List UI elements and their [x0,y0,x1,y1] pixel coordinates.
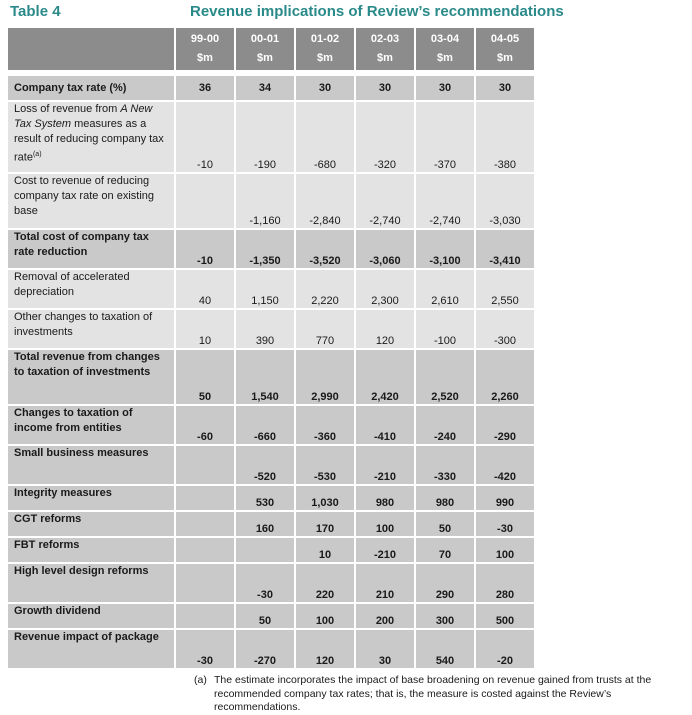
cell [176,564,234,602]
header-corner [8,28,174,70]
cell: 2,550 [476,270,534,308]
cell: 500 [476,604,534,628]
cell: 10 [176,310,234,348]
table-header [0,0,692,24]
cell [176,486,234,510]
cell [176,538,234,562]
cell [176,446,234,484]
cell: -290 [476,406,534,444]
cell: 980 [416,486,474,510]
cell: -680 [296,102,354,172]
cell: 50 [236,604,294,628]
cell: -10 [176,230,234,268]
cell [176,604,234,628]
cell: 100 [476,538,534,562]
cell: 30 [356,630,414,668]
row-label: Small business measures [8,446,174,484]
row-label: Growth dividend [8,604,174,628]
cell: 50 [176,350,234,404]
table-row-cost-to-revenue [8,174,534,228]
cell: 2,260 [476,350,534,404]
cell: 220 [296,564,354,602]
cell: 10 [296,538,354,562]
column-header-02-03: 02-03 $m [356,28,414,70]
cell: 390 [236,310,294,348]
column-header-99-00: 99-00 $m [176,28,234,70]
cell: 100 [296,604,354,628]
cell: 2,300 [356,270,414,308]
cell [176,512,234,536]
row-label: CGT reforms [8,512,174,536]
cell: 200 [356,604,414,628]
row-label: Cost to revenue of reducing company tax rate on existing base [8,174,174,228]
footnote-text: The estimate incorporates the impact of base broadening on revenue gained from trusts at the recommended company tax rates; that is, the measure is costed against the Review’s recommendations. [214,674,652,713]
cell: -2,840 [296,174,354,228]
cell: 770 [296,310,354,348]
cell: -660 [236,406,294,444]
row-label: FBT reforms [8,538,174,562]
row-label: Integrity measures [8,486,174,510]
table-number: Table 4 [10,3,61,20]
row-label: Total revenue from changes to taxation of investments [8,350,174,404]
table-title: Revenue implications of Review’s recommendations [190,3,564,20]
table-row-cgt [8,512,534,536]
cell: -10 [176,102,234,172]
row-label: Removal of accelerated depreciation [8,270,174,308]
row-label: High level design reforms [8,564,174,602]
cell: -3,030 [476,174,534,228]
cell: 70 [416,538,474,562]
cell: -530 [296,446,354,484]
revenue-table [6,26,536,670]
cell: -360 [296,406,354,444]
cell: -210 [356,446,414,484]
cell: 120 [356,310,414,348]
cell: 30 [416,76,474,100]
cell: 1,540 [236,350,294,404]
cell: 2,220 [296,270,354,308]
cell: 540 [416,630,474,668]
cell: -410 [356,406,414,444]
cell: 2,420 [356,350,414,404]
cell: 980 [356,486,414,510]
table-row-growth-dividend [8,604,534,628]
table-row-accelerated-depreciation [8,270,534,308]
cell: -240 [416,406,474,444]
table-row-loss-of-revenue [8,102,534,172]
cell: 100 [356,512,414,536]
cell: -100 [416,310,474,348]
row-label: Company tax rate (%) [8,76,174,100]
column-header-01-02: 01-02 $m [296,28,354,70]
cell: -270 [236,630,294,668]
cell: 30 [476,76,534,100]
cell: 30 [356,76,414,100]
cell: 210 [356,564,414,602]
table-row-revenue-impact [8,630,534,668]
cell: 1,150 [236,270,294,308]
cell: -3,410 [476,230,534,268]
cell [176,174,234,228]
row-label: Loss of revenue from A New Tax System measures as a result of reducing company tax rate$^{(a)}$ [8,102,174,172]
cell: -30 [236,564,294,602]
cell: 300 [416,604,474,628]
cell: -1,350 [236,230,294,268]
cell: -1,160 [236,174,294,228]
table-row-fbt [8,538,534,562]
cell: -20 [476,630,534,668]
column-header-00-01: 00-01 $m [236,28,294,70]
table-row-income-from-entities [8,406,534,444]
table-row-integrity [8,486,534,510]
cell: -2,740 [356,174,414,228]
cell: -420 [476,446,534,484]
cell: -210 [356,538,414,562]
cell: -520 [236,446,294,484]
cell: 34 [236,76,294,100]
cell: 2,990 [296,350,354,404]
cell: -320 [356,102,414,172]
cell [236,538,294,562]
cell: -60 [176,406,234,444]
cell: -3,060 [356,230,414,268]
cell: 530 [236,486,294,510]
cell: -300 [476,310,534,348]
footnote-marker: (a) [194,674,207,686]
cell: -330 [416,446,474,484]
cell: -380 [476,102,534,172]
cell: -30 [476,512,534,536]
cell: -3,520 [296,230,354,268]
row-label: Total cost of company tax rate reduction [8,230,174,268]
cell: 50 [416,512,474,536]
column-header-04-05: 04-05 $m [476,28,534,70]
table-row-total-revenue-investments [8,350,534,404]
cell: 2,610 [416,270,474,308]
cell: 170 [296,512,354,536]
cell: -370 [416,102,474,172]
cell: -3,100 [416,230,474,268]
row-label: Other changes to taxation of investments [8,310,174,348]
cell: 2,520 [416,350,474,404]
cell: 1,030 [296,486,354,510]
cell: -2,740 [416,174,474,228]
column-header-03-04: 03-04 $m [416,28,474,70]
column-header-row [8,28,534,70]
cell: -30 [176,630,234,668]
table-row-company-tax-rate [8,76,534,100]
cell: 40 [176,270,234,308]
row-label: Changes to taxation of income from entities [8,406,174,444]
cell: -190 [236,102,294,172]
cell: 290 [416,564,474,602]
table-row-total-cost [8,230,534,268]
cell: 280 [476,564,534,602]
table-row-small-business [8,446,534,484]
cell: 120 [296,630,354,668]
table-row-high-level-design [8,564,534,602]
cell: 36 [176,76,234,100]
table-row-other-changes [8,310,534,348]
row-label: Revenue impact of package [8,630,174,668]
cell: 160 [236,512,294,536]
cell: 30 [296,76,354,100]
cell: 990 [476,486,534,510]
